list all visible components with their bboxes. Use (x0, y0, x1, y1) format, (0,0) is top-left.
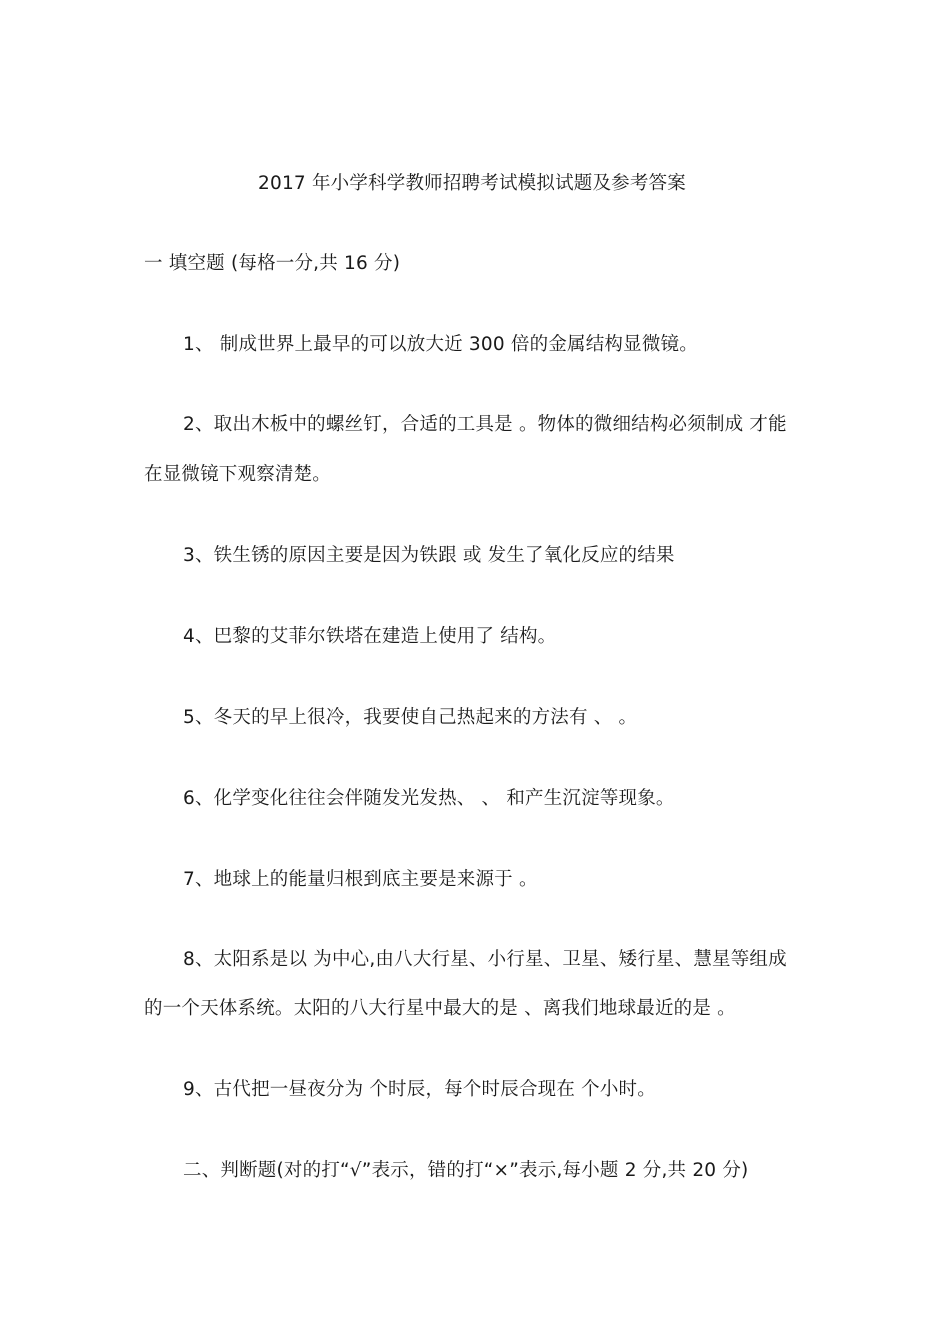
question-7: 7、地球上的能量归根到底主要是来源于 。 (183, 869, 538, 890)
question-2-line-1: 2、取出木板中的螺丝钉，合适的工具是 。物体的微细结构必须制成 才能 (183, 414, 787, 435)
question-2-line-2: 在显微镜下观察清楚。 (144, 464, 332, 485)
question-9: 9、古代把一昼夜分为 个时辰，每个时辰合现在 个小时。 (183, 1079, 656, 1100)
question-6: 6、化学变化往往会伴随发光发热、 、 和产生沉淀等现象。 (183, 788, 675, 809)
question-8-line-1: 8、太阳系是以 为中心,由八大行星、小行星、卫星、矮行星、慧星等组成 (183, 949, 787, 970)
question-4: 4、巴黎的艾菲尔铁塔在建造上使用了 结构。 (183, 626, 557, 647)
question-5: 5、冬天的早上很冷，我要使自己热起来的方法有 、 。 (183, 707, 638, 728)
section-heading-fill-in: 一 填空题 (每格一分,共 16 分) (144, 253, 401, 274)
question-3: 3、铁生锈的原因主要是因为铁跟 或 发生了氧化反应的结果 (183, 545, 675, 566)
document-title: 2017 年小学科学教师招聘考试模拟试题及参考答案 (258, 173, 686, 194)
section-heading-true-false: 二、判断题(对的打“√”表示，错的打“×”表示,每小题 2 分,共 20 分) (183, 1160, 749, 1181)
question-1: 1、 制成世界上最早的可以放大近 300 倍的金属结构显微镜。 (183, 334, 698, 355)
question-8-line-2: 的一个天体系统。太阳的八大行星中最大的是 、离我们地球最近的是 。 (144, 998, 736, 1019)
